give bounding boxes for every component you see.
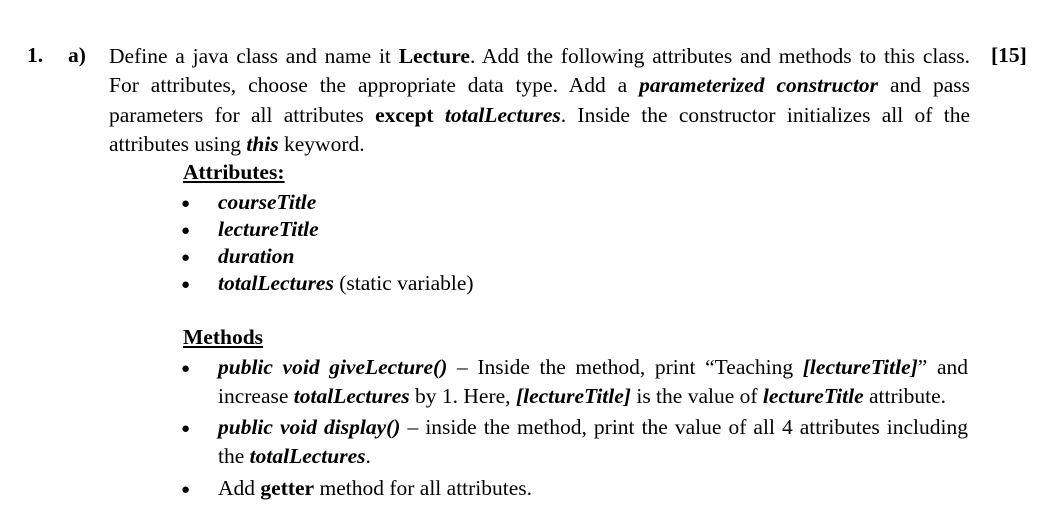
- intro-line-4: [109, 130, 970, 159]
- attribute-name: courseTitle: [218, 190, 317, 214]
- keyword-except: except: [375, 102, 434, 127]
- method-text: by 1. Here,: [409, 384, 516, 408]
- method-text: – inside the method, print the value of all 4 attributes including: [400, 415, 969, 439]
- attribute-name: lectureTitle: [218, 217, 319, 241]
- bullet-icon: ●: [181, 421, 191, 437]
- bullet-icon: ●: [181, 250, 191, 266]
- intro-text: keyword.: [278, 131, 365, 156]
- method-text: ” and: [917, 355, 968, 379]
- method-line: [218, 476, 968, 501]
- method-keyword: lectureTitle: [762, 384, 864, 408]
- method-line: [218, 355, 968, 380]
- intro-text: . Inside the constructor initializes all of the: [560, 102, 971, 127]
- keyword-total-lectures: totalLectures: [444, 102, 561, 127]
- intro-text: [434, 103, 445, 127]
- method-text: – Inside the method, print “Teaching: [447, 355, 803, 379]
- intro-text: . Add the following attributes and methods to this class.: [469, 44, 970, 68]
- bullet-icon: ●: [181, 223, 191, 239]
- method-line: [218, 384, 968, 409]
- question-part: a): [68, 43, 86, 67]
- method-text: Add: [218, 476, 261, 500]
- keyword-constructor: parameterized constructor: [639, 73, 879, 98]
- question-number: 1.: [27, 43, 44, 67]
- method-text: method for all attributes.: [314, 476, 533, 500]
- method-signature: public void display(): [218, 415, 401, 439]
- method-text: increase: [218, 384, 294, 408]
- attribute-note: (static variable): [333, 271, 474, 295]
- method-text: the: [218, 444, 250, 468]
- method-keyword: getter: [260, 476, 315, 500]
- question-intro: [109, 42, 970, 159]
- bullet-icon: ●: [181, 482, 191, 498]
- method-placeholder: [lectureTitle]: [515, 384, 631, 408]
- methods-heading: Methods: [183, 325, 264, 349]
- attributes-heading: Attributes:: [183, 160, 285, 184]
- method-signature: public void giveLecture(): [218, 355, 448, 379]
- method-text: attribute.: [863, 384, 947, 408]
- intro-line-1: [109, 42, 970, 71]
- method-text: .: [365, 444, 371, 468]
- intro-text: parameters for all attributes: [109, 102, 376, 127]
- attribute-item: [218, 244, 294, 269]
- intro-text: For attributes, choose the appropriate data type. Add a: [109, 73, 640, 98]
- bullet-icon: ●: [181, 277, 191, 293]
- intro-text: and pass: [878, 73, 970, 98]
- method-keyword: totalLectures: [293, 384, 410, 408]
- bullet-icon: ●: [181, 196, 191, 212]
- attribute-item: [218, 190, 316, 215]
- method-line: [218, 415, 968, 440]
- keyword-this: this: [246, 131, 279, 156]
- intro-line-3: [109, 101, 970, 130]
- question-marks: [15]: [991, 43, 1027, 67]
- attribute-name: totalLectures: [218, 271, 334, 295]
- attribute-item: [218, 217, 319, 242]
- method-line: [218, 444, 968, 469]
- bullet-icon: ●: [181, 361, 191, 377]
- method-keyword: totalLectures: [249, 444, 366, 468]
- method-placeholder: [lectureTitle]: [802, 355, 918, 379]
- intro-text: Define a java class and name it: [109, 44, 399, 68]
- method-text: is the value of: [630, 384, 763, 408]
- intro-text: attributes using: [109, 131, 247, 156]
- intro-line-2: [109, 71, 970, 100]
- attribute-item: [218, 271, 474, 296]
- class-name: Lecture: [398, 44, 470, 68]
- attribute-name: duration: [218, 244, 295, 268]
